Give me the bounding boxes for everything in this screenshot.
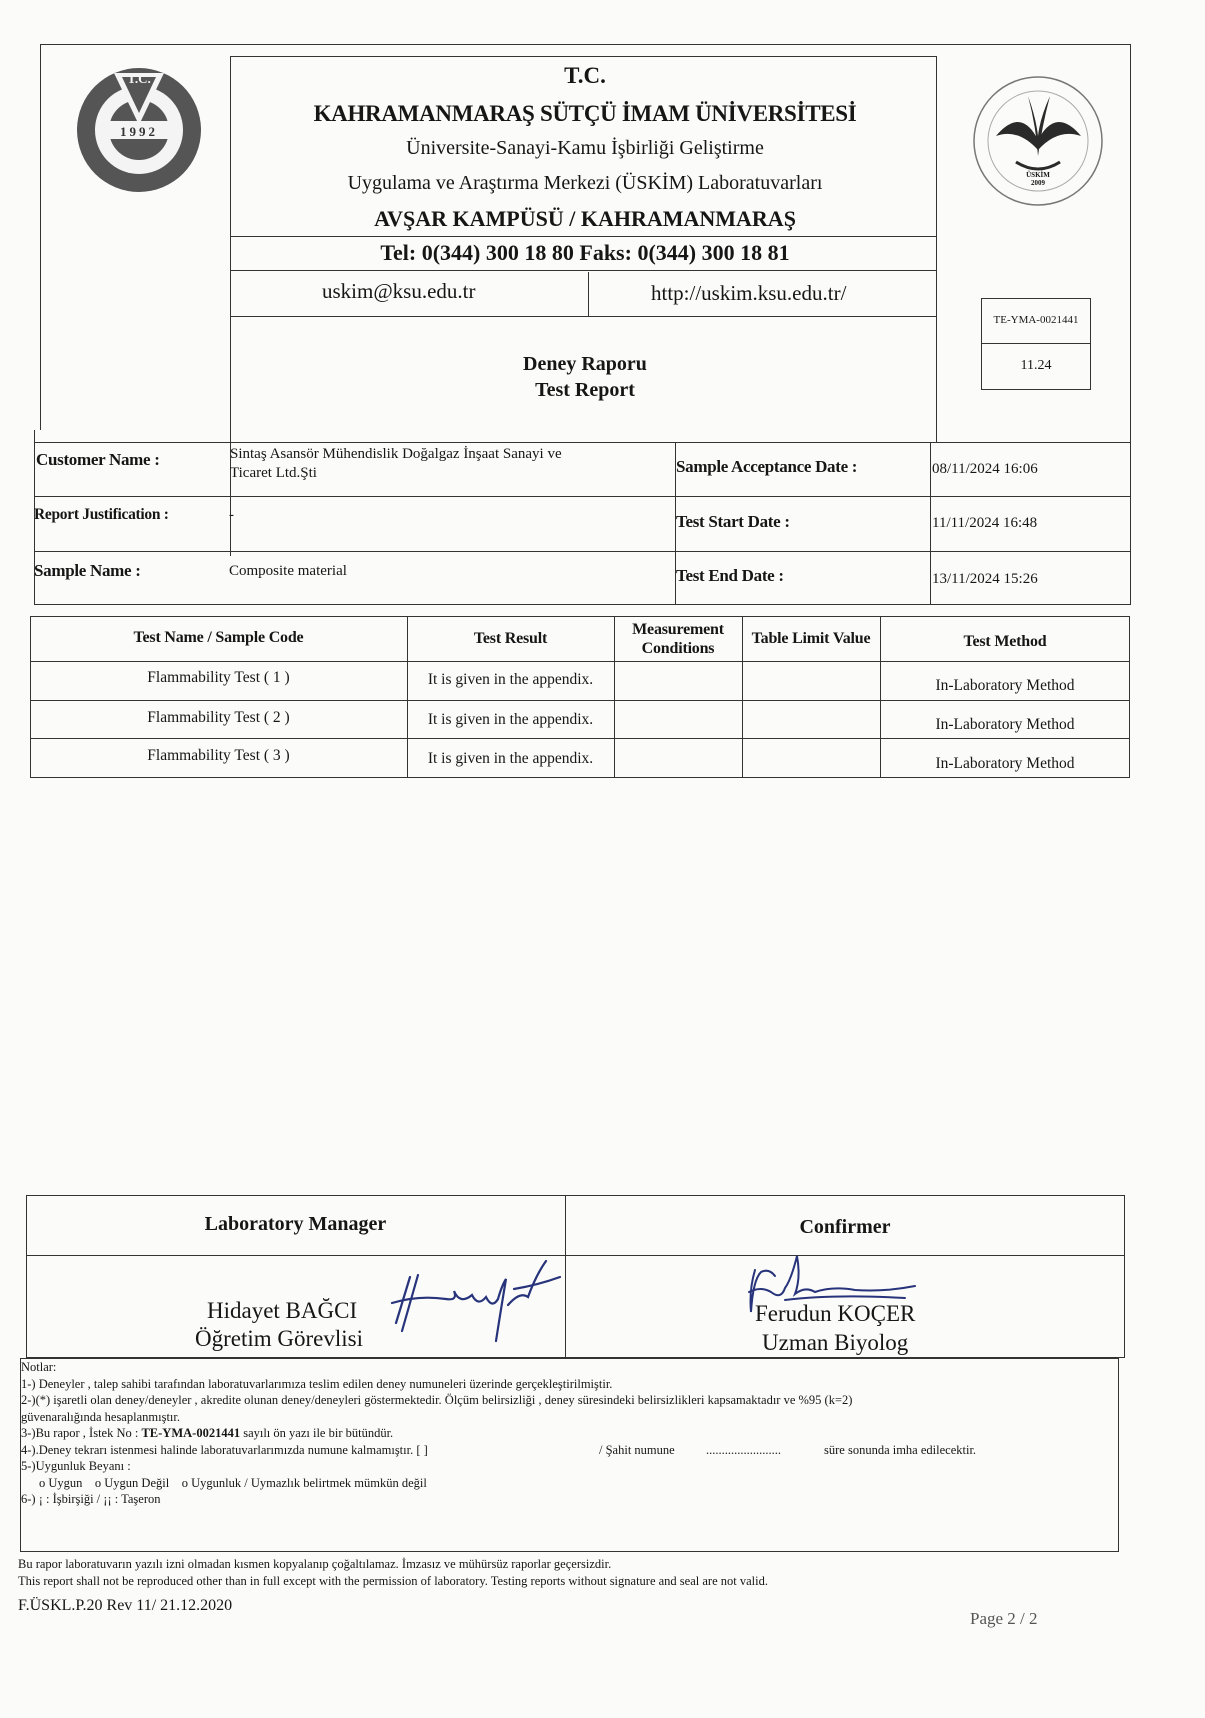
note-5: 5-)Uygunluk Beyanı :: [21, 1459, 131, 1473]
table-cell-result: It is given in the appendix.: [427, 711, 594, 728]
th-test-method: Test Method: [963, 633, 1047, 650]
lab-manager-signature: [388, 1255, 568, 1345]
note-3-suffix: sayılı ön yazı ile bir bütündür.: [243, 1426, 394, 1440]
note-4: [21, 1442, 1116, 1459]
footer-disclaimer-tr: Bu rapor laboratuvarın yazılı izni olmadan kısmen kopyalanıp çoğaltılamaz. İmzasız ve mühürsüz raporlar geçersizdir.: [18, 1557, 612, 1571]
report-title-tr: Deney Raporu: [523, 353, 647, 375]
footer-disclaimer-en: This report shall not be reproduced other than in full except with the permission of laboratory. Testing reports without signature and seal are not valid.: [18, 1574, 768, 1588]
end-date-label: Test End Date :: [676, 566, 784, 585]
uskim-logo: [966, 66, 1111, 216]
customer-value: [230, 445, 562, 483]
acceptance-date-value: 08/11/2024 16:06: [932, 461, 1038, 477]
th-test-name: Test Name / Sample Code: [133, 629, 304, 646]
campus-address: AVŞAR KAMPÜSÜ / KAHRAMANMARAŞ: [374, 206, 796, 231]
customer-value-line-2: Ticaret Ltd.Şti: [230, 465, 317, 481]
university-name: KAHRAMANMARAŞ SÜTÇÜ İMAM ÜNİVERSİTESİ: [313, 101, 857, 126]
notes-title: Notlar:: [21, 1360, 57, 1374]
lab-manager-name: Hidayet BAĞCI: [207, 1298, 358, 1323]
confirmer-signature: [745, 1250, 925, 1330]
uskim-name-text: ÜSKİM: [1026, 171, 1050, 179]
justification-label: Report Justification :: [34, 506, 169, 523]
lab-manager-role: Öğretim Görevlisi: [195, 1326, 363, 1351]
table-cell-result: It is given in the appendix.: [427, 750, 594, 767]
table-cell-name: Flammability Test ( 2 ): [147, 709, 290, 726]
note-2-line-1: 2-)(*) işaretli olan deney/deneyler , akredite olunan deney/deneyleri göstermektedir. Ölçüm belirsizliği , deney süresindeki belirsizlikleri kapsamaktadır ve %95 (k=2): [21, 1393, 853, 1407]
report-code: 11.24: [1020, 358, 1052, 373]
justification-value: -: [229, 507, 234, 523]
note-2-line-2: güvenaralığında hesaplanmıştır.: [21, 1409, 180, 1424]
page-number: Page 2 / 2: [970, 1609, 1038, 1628]
website-url: http://uskim.ksu.edu.tr/: [651, 281, 847, 305]
customer-value-line-1: Sintaş Asansör Mühendislik Doğalgaz İnşaat Sanayi ve: [230, 446, 562, 462]
note-1: 1-) Deneyler , talep sahibi tarafından laboratuvarlarımıza teslim edilen deney numuneleri üzerinde gerçekleştirilmiştir.: [21, 1376, 613, 1391]
note-3-prefix: 3-)Bu rapor , İstek No :: [21, 1426, 139, 1440]
confirmer-name: Ferudun KOÇER: [755, 1301, 916, 1326]
note-3-request-no: TE-YMA-0021441: [141, 1426, 241, 1440]
phone-fax: Tel: 0(344) 300 18 80 Faks: 0(344) 300 18 81: [380, 240, 790, 265]
note-5-options: [21, 1475, 1116, 1492]
note-4-text: 4-).Deney tekrarı istenmesi halinde laboratuvarlarımızda numune kalmamıştır. [ ]: [21, 1442, 428, 1457]
option-belirtmek-mumkun-degil: o Uygunluk / Uymazlık belirtmek mümkün değil: [181, 1475, 427, 1490]
end-date-value: 13/11/2024 15:26: [932, 571, 1038, 587]
table-cell-method: In-Laboratory Method: [935, 755, 1075, 772]
note-6: 6-) ¡ : İşbirşiği / ¡¡ : Taşeron: [21, 1492, 161, 1506]
table-cell-name: Flammability Test ( 1 ): [147, 669, 290, 686]
start-date-value: 11/11/2024 16:48: [932, 515, 1038, 531]
report-number-box: [981, 298, 1091, 390]
option-uygun-degil: o Uygun Değil: [94, 1475, 170, 1490]
table-cell-result: It is given in the appendix.: [427, 671, 594, 688]
header-line-1: Üniversite-Sanayi-Kamu İşbirliği Geliştirme: [406, 137, 764, 159]
note-3: [21, 1425, 1116, 1442]
uskim-year-text: 2009: [1031, 179, 1045, 187]
confirmer-title: Confirmer: [799, 1216, 891, 1238]
lab-manager-title: Laboratory Manager: [204, 1213, 387, 1235]
sample-name-value: Composite material: [229, 563, 347, 579]
th-measurement-conditions: [614, 620, 742, 658]
table-cell-method: In-Laboratory Method: [935, 677, 1075, 694]
acceptance-date-label: Sample Acceptance Date :: [676, 457, 858, 476]
th-table-limit: Table Limit Value: [751, 630, 871, 647]
email-address: uskim@ksu.edu.tr: [322, 279, 476, 303]
header-tc: T.C.: [564, 63, 606, 88]
note-4-dots: ........................: [706, 1442, 781, 1457]
customer-label: Customer Name :: [36, 450, 160, 469]
report-number: TE-YMA-0021441: [993, 314, 1079, 326]
notes: [21, 1359, 1116, 1508]
th-test-result: Test Result: [473, 630, 548, 647]
note-4-witness: / Şahit numune: [599, 1442, 675, 1457]
th-measurement-line-1: Measurement: [632, 621, 724, 638]
th-measurement-line-2: Conditions: [641, 640, 715, 657]
university-seal-logo: [74, 55, 204, 205]
form-code: F.ÜSKL.P.20 Rev 11/ 21.12.2020: [18, 1597, 233, 1614]
table-cell-method: In-Laboratory Method: [935, 716, 1075, 733]
results-table: [30, 616, 1130, 778]
table-cell-name: Flammability Test ( 3 ): [147, 747, 290, 764]
report-title-en: Test Report: [535, 379, 635, 401]
header-line-2: Uygulama ve Araştırma Merkezi (ÜSKİM) Laboratuvarları: [347, 172, 823, 194]
seal-year-text: 1992: [120, 124, 158, 139]
sample-name-label: Sample Name :: [34, 561, 141, 580]
note-4-suffix: süre sonunda imha edilecektir.: [824, 1442, 977, 1457]
start-date-label: Test Start Date :: [676, 512, 790, 531]
confirmer-role: Uzman Biyolog: [762, 1330, 909, 1355]
option-uygun: o Uygun: [39, 1475, 83, 1490]
seal-tc-text: T.C.: [127, 71, 151, 86]
